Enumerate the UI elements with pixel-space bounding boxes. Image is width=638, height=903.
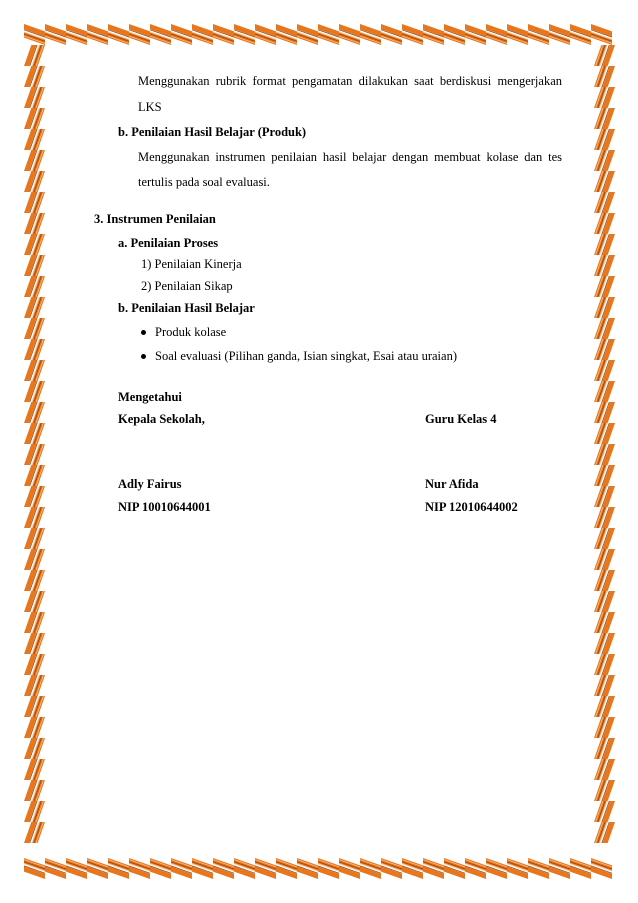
hasil-belajar-heading: b. Penilaian Hasil Belajar xyxy=(118,301,255,315)
kepala-sekolah-name: Adly Fairus xyxy=(118,477,182,491)
product-assessment-heading: b. Penilaian Hasil Belajar (Produk) xyxy=(118,125,307,139)
proses-item: 2) Penilaian Sikap xyxy=(141,279,233,293)
instrumen-heading: 3. Instrumen Penilaian xyxy=(94,212,216,226)
guru-kelas-name: Nur Afida xyxy=(425,477,479,491)
bullet-icon xyxy=(141,330,146,335)
hasil-item: Produk kolase xyxy=(155,325,227,339)
kepala-sekolah-role: Kepala Sekolah, xyxy=(118,412,205,426)
product-assessment-line-2: tertulis pada soal evaluasi. xyxy=(138,175,270,189)
proses-heading: a. Penilaian Proses xyxy=(118,236,219,250)
hasil-item: Soal evaluasi (Pilihan ganda, Isian singkat, Esai atau uraian) xyxy=(155,349,457,363)
kepala-sekolah-nip: NIP 10010644001 xyxy=(118,500,211,514)
guru-kelas-role: Guru Kelas 4 xyxy=(425,412,497,426)
intro-line-2: LKS xyxy=(138,100,162,114)
proses-item: 1) Penilaian Kinerja xyxy=(141,257,242,271)
guru-kelas-nip: NIP 12010644002 xyxy=(425,500,518,514)
bullet-icon xyxy=(141,354,146,359)
mengetahui-label: Mengetahui xyxy=(118,390,182,404)
intro-line-1: Menggunakan rubrik format pengamatan dilakukan saat berdiskusi mengerjakan xyxy=(138,74,562,88)
product-assessment-line-1: Menggunakan instrumen penilaian hasil belajar dengan membuat kolase dan tes xyxy=(138,150,562,164)
